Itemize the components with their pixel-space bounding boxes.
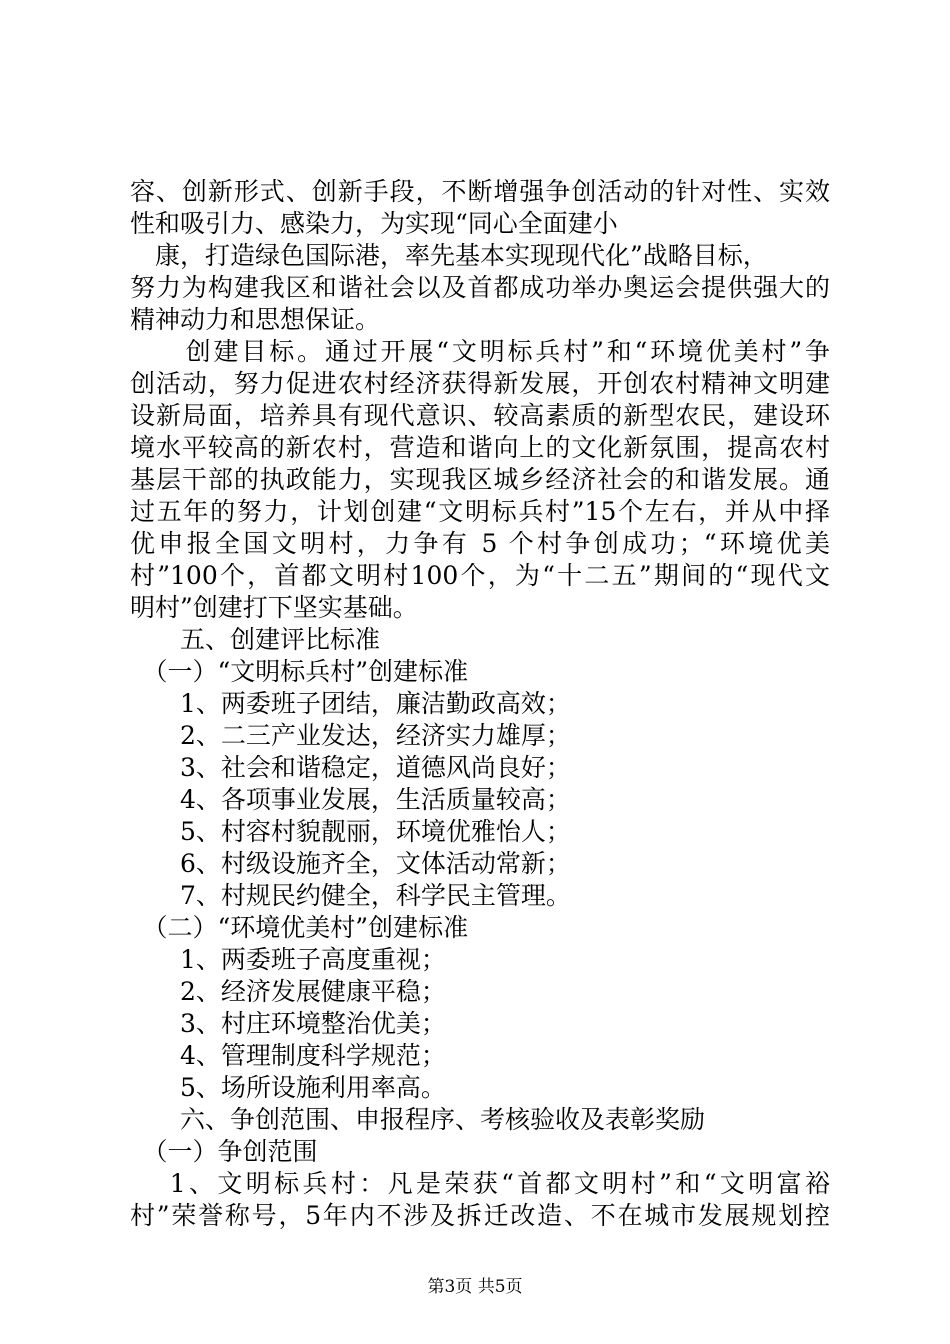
text-line: 创活动，努力促进农村经济获得新发展，开创农村精神文明建 [130, 369, 830, 398]
text-line: 设新局面，培养具有现代意识、较高素质的新型农民，建设环 [130, 401, 830, 430]
section-heading: 六、争创范围、申报程序、考核验收及表彰奖励 [130, 1105, 706, 1134]
subsection-heading: （一）争创范围 [130, 1137, 318, 1166]
text-line: 精神动力和思想保证。 [130, 305, 381, 334]
text-line: 村”100个，首都文明村100个，为“十二五”期间的“现代文 [130, 561, 830, 590]
text-line: 努力为构建我区和谐社会以及首都成功举办奥运会提供强大的 [130, 273, 830, 302]
text-line: 1、文明标兵村：凡是荣获“首都文明村”和“文明富裕 [130, 1169, 830, 1198]
list-item: 5、村容村貌靓丽，环境优雅怡人； [130, 817, 571, 846]
text-line: 境水平较高的新农村，营造和谐向上的文化新氛围，提高农村 [130, 433, 830, 462]
text-line: 基层干部的执政能力，实现我区城乡经济社会的和谐发展。通 [130, 465, 830, 494]
text-line: 村”荣誉称号，5年内不涉及拆迁改造、不在城市发展规划控 [130, 1201, 830, 1230]
list-item: 6、村级设施齐全，文体活动常新； [130, 849, 571, 878]
list-item: 1、两委班子团结，廉洁勤政高效； [130, 689, 571, 718]
list-item: 1、两委班子高度重视； [130, 945, 446, 974]
text-line: 容、创新形式、创新手段，不断增强争创活动的针对性、实效 [130, 177, 830, 206]
list-item: 7、村规民约健全，科学民主管理。 [130, 881, 571, 910]
text-line: 创建目标。通过开展“文明标兵村”和“环境优美村”争 [130, 337, 830, 366]
list-item: 3、村庄环境整治优美； [130, 1009, 446, 1038]
text-line: 优申报全国文明村，力争有 5 个村争创成功；“环境优美 [130, 529, 830, 558]
list-item: 2、经济发展健康平稳； [130, 977, 446, 1006]
section-heading: 五、创建评比标准 [130, 625, 381, 654]
list-item: 5、场所设施利用率高。 [130, 1073, 446, 1102]
text-line: 康，打造绿色国际港，率先基本实现现代化”战略目标， [130, 241, 768, 270]
list-item: 3、社会和谐稳定，道德风尚良好； [130, 753, 571, 782]
list-item: 2、二三产业发达，经济实力雄厚； [130, 721, 571, 750]
subsection-heading: （二）“环境优美村”创建标准 [130, 913, 469, 942]
subsection-heading: （一）“文明标兵村”创建标准 [130, 657, 469, 686]
text-line: 性和吸引力、感染力，为实现“同心全面建小 [130, 209, 618, 238]
text-line: 过五年的努力，计划创建“文明标兵村”15个左右，并从中择 [130, 497, 830, 526]
list-item: 4、管理制度科学规范； [130, 1041, 446, 1070]
list-item: 4、各项事业发展，生活质量较高； [130, 785, 571, 814]
text-line: 明村”创建打下坚实基础。 [130, 593, 418, 622]
page-footer: 第3页 共5页 [427, 1277, 523, 1297]
